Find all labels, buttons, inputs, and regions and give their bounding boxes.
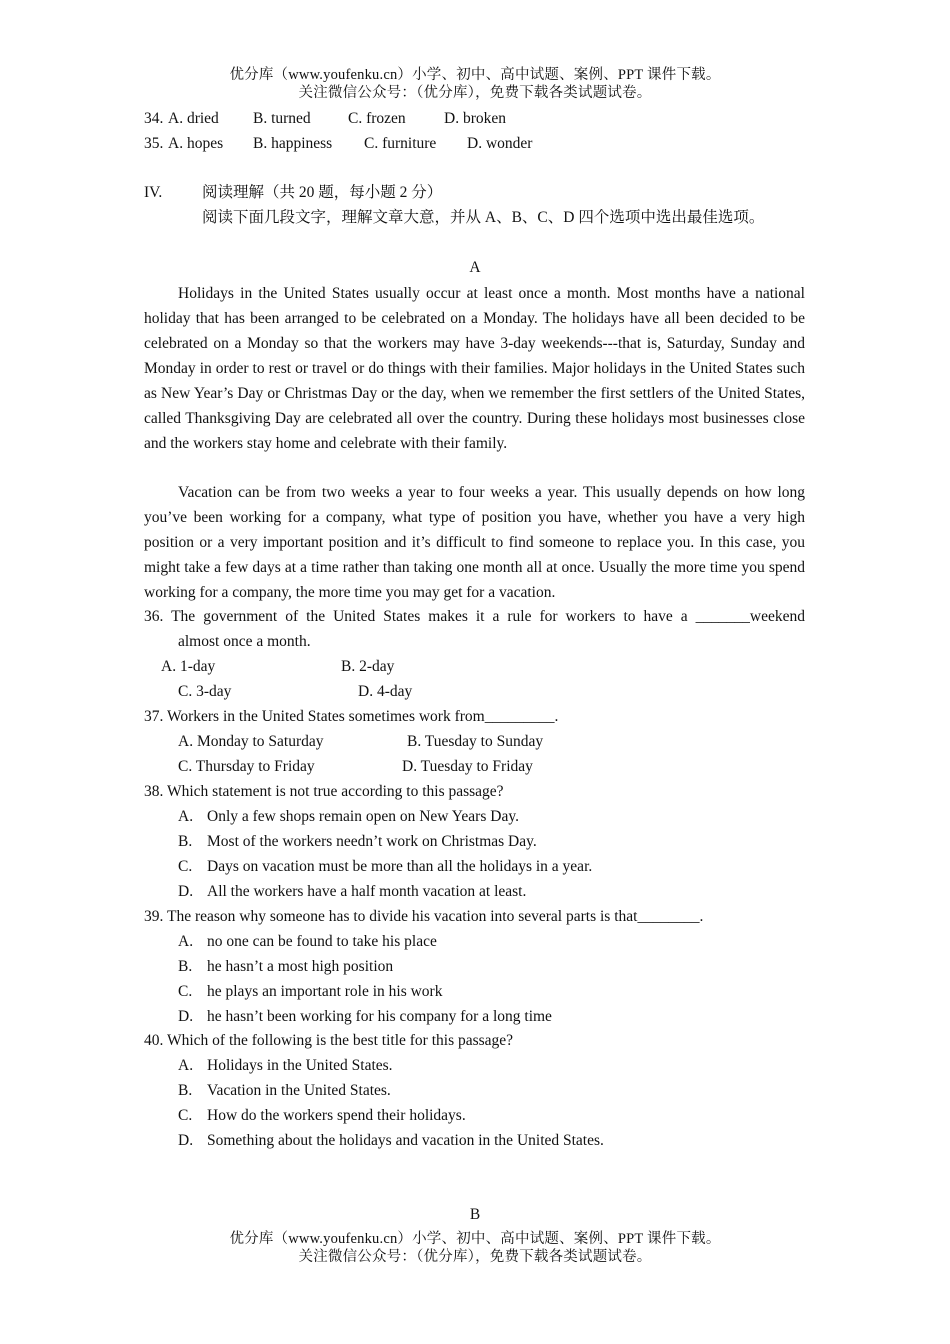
option-letter: D.	[178, 1132, 194, 1149]
q40-option-c	[178, 1106, 466, 1126]
footer-line-2: 关注微信公众号：（优分库），免费下载各类试题试卷。	[298, 1249, 652, 1265]
q36-option-b: B. 2-day	[341, 658, 395, 675]
q40-stem: 40. Which of the following is the best title for this passage?	[144, 1032, 514, 1049]
q38-option-a	[178, 807, 519, 827]
q38-option-d	[178, 882, 526, 902]
option-text: How do the workers spend their holidays.	[207, 1107, 466, 1124]
q36-stem: 36. The government of the United States makes it a rule for workers to have a _______weekend	[144, 608, 805, 625]
option-text: Vacation in the United States.	[207, 1082, 391, 1099]
option-letter: A.	[178, 933, 194, 950]
q37-option-a: A. Monday to Saturday	[178, 733, 324, 750]
option-text: Holidays in the United States.	[207, 1057, 393, 1074]
passage-b-label: B	[469, 1206, 481, 1223]
header-line-1: 优分库（www.youfenku.cn）小学、初中、高中试题、案例、PPT 课件下载。	[229, 67, 721, 83]
q35-option-a: A. hopes	[168, 135, 224, 152]
option-letter: C.	[178, 983, 193, 1000]
q34-option-b: B. turned	[253, 110, 311, 127]
option-text: Most of the workers needn’t work on Christmas Day.	[207, 833, 537, 850]
q40-option-a	[178, 1056, 393, 1076]
option-letter: A.	[178, 808, 194, 825]
q35-option-d: D. wonder	[467, 135, 533, 152]
q40-option-b	[178, 1081, 391, 1101]
q36-option-c: C. 3-day	[178, 683, 232, 700]
option-letter: D.	[178, 1008, 194, 1025]
option-text: no one can be found to take his place	[207, 933, 437, 950]
q35-option-b: B. happiness	[253, 135, 333, 152]
footer-line-1: 优分库（www.youfenku.cn）小学、初中、高中试题、案例、PPT 课件下载。	[229, 1231, 721, 1247]
option-letter: C.	[178, 858, 193, 875]
q36-option-d: D. 4-day	[358, 683, 413, 700]
option-text: Something about the holidays and vacation in the United States.	[207, 1132, 604, 1149]
option-letter: B.	[178, 1082, 193, 1099]
q38-option-b	[178, 832, 537, 852]
option-text: he hasn’t been working for his company for a long time	[207, 1008, 552, 1025]
q39-option-d	[178, 1007, 552, 1027]
option-letter: C.	[178, 1107, 193, 1124]
q35-option-c: C. furniture	[364, 135, 437, 152]
option-letter: A.	[178, 1057, 194, 1074]
q39-option-b	[178, 957, 393, 977]
passage-a-paragraph-2: Vacation can be from two weeks a year to four weeks a year. This usually depends on how long you’ve been working for a company, what type of position you have, whether you have a very high position or a very important position and it’s difficult to find someone to replace you. In this case, you might take a few days at a time rather than taking one month all at once. Usually the more time you spend working for a company, the more time you may get for a vacation.	[144, 484, 805, 601]
option-letter: B.	[178, 958, 193, 975]
header-line-2: 关注微信公众号：（优分库），免费下载各类试题试卷。	[298, 85, 652, 101]
passage-a-label: A	[469, 259, 481, 276]
q37-option-c: C. Thursday to Friday	[178, 758, 315, 775]
q37-option-b: B. Tuesday to Sunday	[407, 733, 544, 750]
q39-option-a	[178, 932, 437, 952]
option-letter: B.	[178, 833, 193, 850]
option-text: he plays an important role in his work	[207, 983, 443, 1000]
section-title: 阅读理解（共 20 题，每小题 2 分）	[202, 184, 443, 201]
q34-option-a: A. dried	[168, 110, 219, 127]
section-instruction: 阅读下面几段文字，理解文章大意，并从 A、B、C、D 四个选项中选出最佳选项。	[202, 209, 765, 226]
q38-stem: 38. Which statement is not true according to this passage?	[144, 783, 504, 800]
q39-stem: 39. The reason why someone has to divide his vacation into several parts is that________.	[144, 908, 704, 925]
q34-number: 34.	[144, 110, 164, 127]
option-text: All the workers have a half month vacation at least.	[207, 883, 527, 900]
q34-option-d: D. broken	[444, 110, 506, 127]
q36-stem-continued: almost once a month.	[178, 633, 311, 650]
option-text: Days on vacation must be more than all the holidays in a year.	[207, 858, 593, 875]
section-number: IV.	[144, 184, 163, 201]
q34-option-c: C. frozen	[348, 110, 406, 127]
option-text: he hasn’t a most high position	[207, 958, 394, 975]
option-text: Only a few shops remain open on New Years Day.	[207, 808, 519, 825]
q40-option-d	[178, 1131, 604, 1151]
q39-option-c	[178, 982, 442, 1002]
passage-a-paragraph-1: Holidays in the United States usually occur at least once a month. Most months have a national holiday that has been arranged to be celebrated on a Monday. The holidays have all been decided to be celebrated on a Monday so that the workers may have 3-day weekends---that is, Saturday, Sunday and Monday in order to rest or travel or do things with their families. Major holidays in the United States such as New Year’s Day or Christmas Day or the day, when we remember the first settlers of the United States, called Thanksgiving Day are celebrated all over the country. During these holidays most businesses close and the workers stay home and celebrate with their family.	[144, 285, 805, 452]
q35-number: 35.	[144, 135, 164, 152]
q37-option-d: D. Tuesday to Friday	[402, 758, 533, 775]
q38-option-c	[178, 857, 592, 877]
q36-option-a: A. 1-day	[161, 658, 216, 675]
q37-stem: 37. Workers in the United States sometimes work from_________.	[144, 708, 559, 725]
option-letter: D.	[178, 883, 194, 900]
